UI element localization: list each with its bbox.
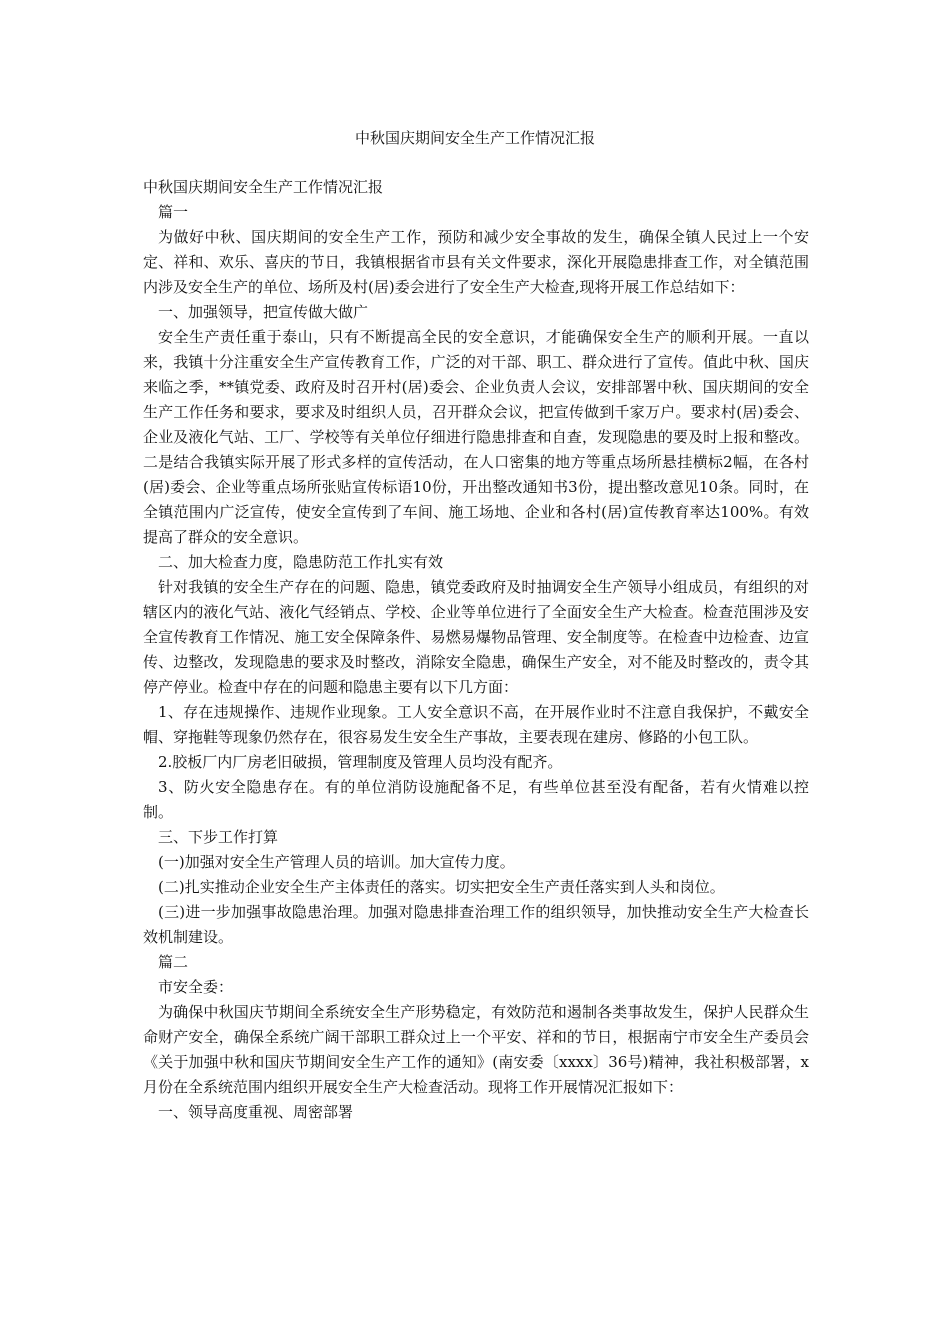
document-body: [143, 175, 809, 1125]
section-label: 篇一: [158, 203, 189, 221]
list-item: (一)加强对安全生产管理人员的培训。加大宣传力度。: [158, 853, 515, 871]
subtitle-paragraph: 中秋国庆期间安全生产工作情况汇报: [143, 178, 384, 196]
body-paragraph: 安全生产责任重于泰山，只有不断提高全民的安全意识，才能确保安全生产的顺利开展。一直以来，我镇十分注重安全生产宣传教育工作，广泛的对干部、职工、群众进行了宣传。值此中秋、国庆来临之季，**镇党委、政府及时召开村(居)委会、企业负责人会议，安排部署中秋、国庆期间的安全生产工作任务和要求，要求及时组织人员，召开群众会议，把宣传做到千家万户。要求村(居)委会、企业及液化气站、工厂、学校等有关单位仔细进行隐患排查和自查，发现隐患的要及时上报和整改。二是结合我镇实际开展了形式多样的宣传活动，在人口密集的地方等重点场所悬挂横标2幅，在各村(居)委会、企业等重点场所张贴宣传标语10份，开出整改通知书3份，提出整改意见10条。同时，在全镇范围内广泛宣传，使安全宣传到了车间、施工场地、企业和各村(居)宣传教育率达100%。有效提高了群众的安全意识。: [143, 328, 809, 546]
list-item: 2.胶板厂内厂房老旧破损，管理制度及管理人员均没有配齐。: [158, 753, 563, 771]
section-heading: 二、加大检查力度，隐患防范工作扎实有效: [158, 553, 444, 571]
document-title: 中秋国庆期间安全生产工作情况汇报: [354, 129, 595, 147]
body-paragraph: 为确保中秋国庆节期间全系统安全生产形势稳定，有效防范和遏制各类事故发生，保护人民群众生命财产安全，确保全系统广阔干部职工群众过上一个平安、祥和的节日，根据南宁市安全生产委员会《关于加强中秋和国庆节期间安全生产工作的通知》(南安委〔xxxx〕36号)精神，我社积极部署，x月份在全系统范围内组织开展安全生产大检查活动。现将工作开展情况汇报如下：: [143, 1003, 809, 1096]
section-heading: 三、下步工作打算: [158, 828, 279, 846]
list-item: (三)进一步加强事故隐患治理。加强对隐患排查治理工作的组织领导，加快推动安全生产大检查长效机制建设。: [143, 903, 809, 946]
section-label: 篇二: [158, 953, 189, 971]
section-heading: 一、加强领导，把宣传做大做广: [158, 303, 369, 321]
section-heading: 一、领导高度重视、周密部署: [158, 1103, 354, 1121]
list-item: (二)扎实推动企业安全生产主体责任的落实。切实把安全生产责任落实到人头和岗位。: [158, 878, 725, 896]
body-paragraph: 为做好中秋、国庆期间的安全生产工作，预防和减少安全事故的发生，确保全镇人民过上一个安定、祥和、欢乐、喜庆的节日，我镇根据省市县有关文件要求，深化开展隐患排查工作，对全镇范围内涉及安全生产的单位、场所及村(居)委会进行了安全生产大检查,现将开展工作总结如下：: [143, 228, 809, 296]
list-item: 3、防火安全隐患存在。有的单位消防设施配备不足，有些单位甚至没有配备，若有火情难以控制。: [143, 778, 809, 821]
body-paragraph: 针对我镇的安全生产存在的问题、隐患，镇党委政府及时抽调安全生产领导小组成员，有组织的对辖区内的液化气站、液化气经销点、学校、企业等单位进行了全面安全生产大检查。检查范围涉及安全宣传教育工作情况、施工安全保障条件、易燃易爆物品管理、安全制度等。在检查中边检查、边宣传、边整改，发现隐患的要求及时整改，消除安全隐患，确保生产安全，对不能及时整改的，责令其停产停业。检查中存在的问题和隐患主要有以下几方面：: [143, 578, 809, 696]
addressee: 市安全委：: [158, 978, 234, 996]
list-item: 1、存在违规操作、违规作业现象。工人安全意识不高，在开展作业时不注意自我保护，不戴安全帽、穿拖鞋等现象仍然存在，很容易发生安全生产事故，主要表现在建房、修路的小包工队。: [143, 703, 809, 746]
